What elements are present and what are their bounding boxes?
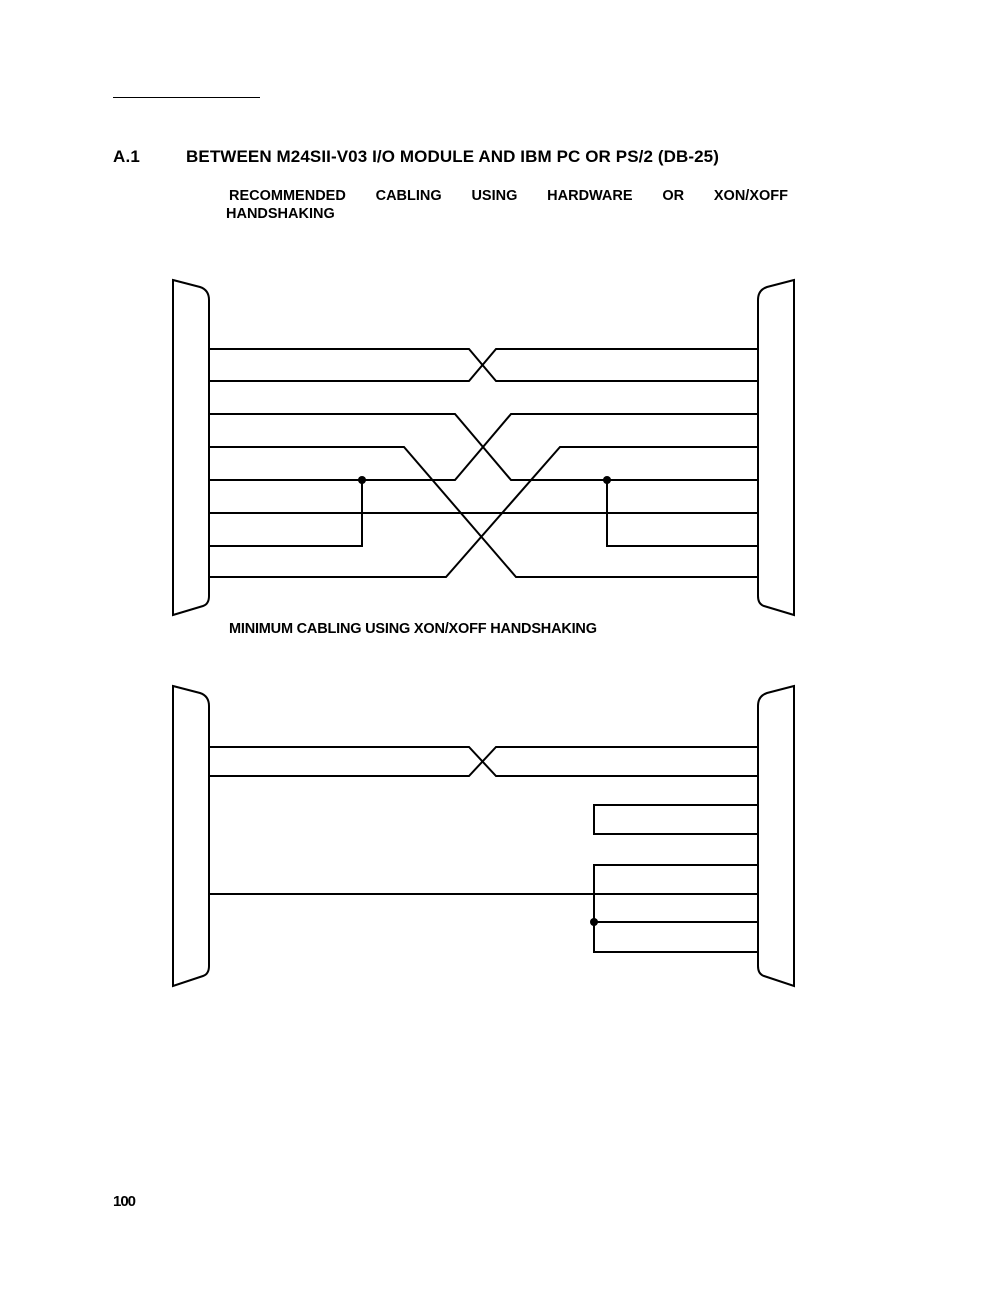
junction-right-2 — [590, 918, 598, 926]
junction-right — [603, 476, 611, 484]
left-connector-1 — [173, 280, 209, 615]
diagram1 — [173, 280, 794, 615]
wire-tx-rx-d — [209, 747, 758, 776]
section-number: A.1 — [113, 147, 141, 166]
junction-left — [358, 476, 366, 484]
right-connector-2 — [758, 686, 794, 986]
diagram1-caption-line2: HANDSHAKING — [226, 206, 335, 222]
diagram2 — [173, 686, 794, 986]
section-title: BETWEEN M24SII-V03 I/O MODULE AND IBM PC OR PS/2 (DB-25) — [186, 147, 719, 166]
wire-right-loop-b — [594, 865, 758, 952]
diagram2-caption: MINIMUM CABLING USING XON/XOFF HANDSHAKING — [229, 621, 597, 637]
diagram1-caption-line1: RECOMMENDED CABLING USING HARDWARE OR XON/XOFF — [229, 188, 788, 204]
right-connector-1 — [758, 280, 794, 615]
left-connector-2 — [173, 686, 209, 986]
wire-right-loop-a — [594, 805, 758, 834]
page-number: 100 — [113, 1193, 136, 1210]
wire-tx-rx-b — [209, 349, 758, 381]
